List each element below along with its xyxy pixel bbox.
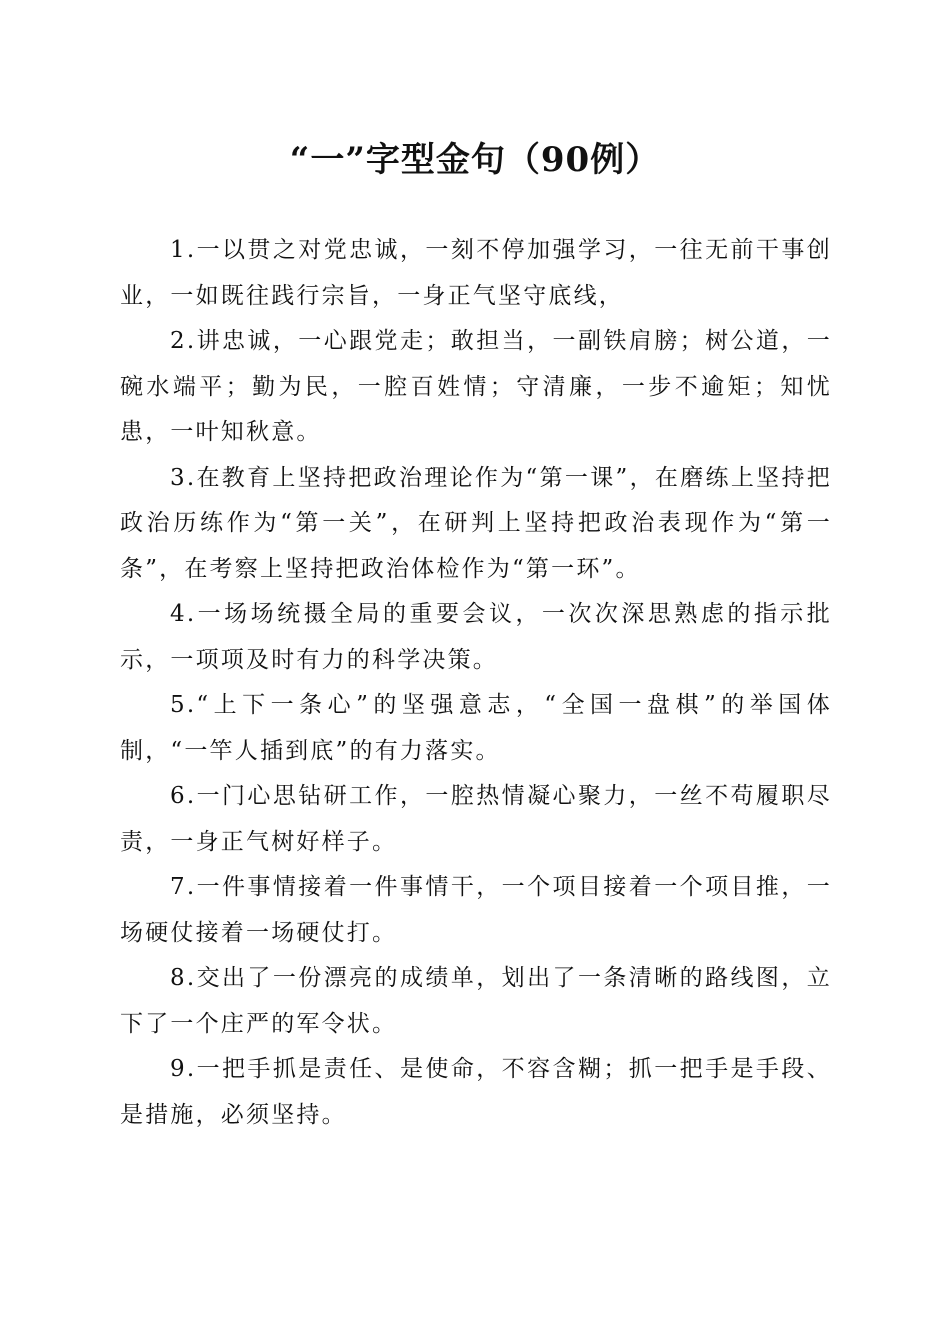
document-body — [120, 228, 832, 1138]
paragraph-6: 6.一门心思钻研工作，一腔热情凝心聚力，一丝不苟履职尽责，一身正气树好样子。 — [120, 783, 832, 855]
paragraph-4: 4.一场场统摄全局的重要会议，一次次深思熟虑的指示批示，一项项及时有力的科学决策。 — [120, 601, 832, 673]
paragraph-2: 2.讲忠诚，一心跟党走；敢担当，一副铁肩膀；树公道，一碗水端平；勤为民，一腔百姓情；守清廉，一步不逾矩；知忧患，一叶知秋意。 — [120, 328, 832, 445]
paragraph-5: 5.“上下一条心”的坚强意志，“全国一盘棋”的举国体制，“一竿人插到底”的有力落实。 — [120, 692, 832, 764]
paragraph-3: 3.在教育上坚持把政治理论作为“第一课”，在磨练上坚持把政治历练作为“第一关”，在研判上坚持把政治表现作为“第一条”，在考察上坚持把政治体检作为“第一环”。 — [120, 464, 832, 582]
paragraph-1: 1.一以贯之对党忠诚，一刻不停加强学习，一往无前干事创业，一如既往践行宗旨，一身正气坚守底线， — [120, 237, 832, 309]
paragraph-9: 9.一把手抓是责任、是使命，不容含糊；抓一把手是手段、是措施，必须坚持。 — [120, 1056, 832, 1128]
paragraph-8: 8.交出了一份漂亮的成绩单，划出了一条清晰的路线图，立下了一个庄严的军令状。 — [120, 965, 832, 1037]
paragraph-7: 7.一件事情接着一件事情干，一个项目接着一个项目推，一场硬仗接着一场硬仗打。 — [120, 874, 832, 946]
document-title: “一”字型金句（90例） — [289, 140, 661, 180]
